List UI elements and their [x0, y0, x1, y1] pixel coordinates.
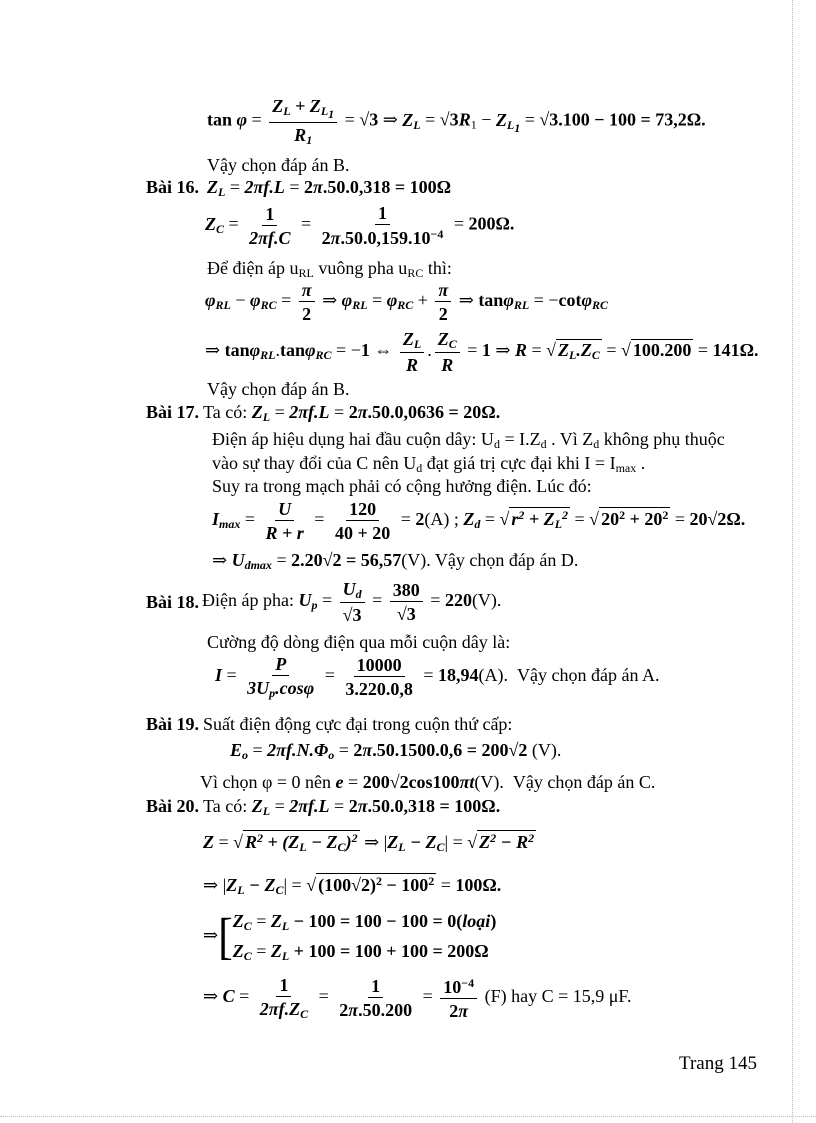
b15-equation: tan φ = $\frac{Z_L + Z_{L_1}}{R_1}$ = √3 ⇒ $Z_L = √3R_1 - Z_{L_1} = √3.100 - 100 = 73,2\Omega$.	[207, 96, 706, 147]
b17-text2: vào sự thay đổi của C nên $U_d$ đạt giá trị cực đại khi $I = I_{max}$ .	[212, 453, 646, 475]
b19-eq2: Vì chọn φ = 0 nên e = 200√2cos100πt(V). Vậy chọn đáp án C.	[200, 772, 656, 792]
b18-text1: Cường độ dòng điện qua mỗi cuộn dây là:	[207, 632, 511, 652]
b17-text3: Suy ra trong mạch phải có cộng hưởng điện. Lúc đó:	[212, 476, 592, 496]
b17-eq2: $I_{max}$ = $\frac{U}{R + r}$ = $\frac{120}{40 + 20}$ = 2(A) ; $Z_d$ = √ $r^2 + Z_L^2$ = √ $20^2 + 20^2 = 20√2\Omega$.	[212, 499, 746, 543]
b15-answer: Vậy chọn đáp án B.	[207, 155, 350, 175]
b20-eq5: ⇒ C = $\frac{1}{2\pi f.Z_C}$ = $\frac{1}{2\pi.50.200}$ = $\frac{10^{-4}}{2\pi}$ (F) hay C = 15,9 μF.	[203, 975, 632, 1021]
b18-eq1: Điện áp pha: $U_p$ = $\frac{U_d}{√3}$ = $\frac{380}{√3}$ = 220(V).	[202, 579, 502, 625]
b20-eq2: Z = √ $R^2 + (Z_L - Z_C)^2$ ⇒ $|Z_L - Z_C|$ = √ $Z^2 - R^2$	[203, 831, 535, 854]
b17-text1: Điện áp hiệu dụng hai đầu cuộn dây: $U_d = I.Z_d$ . Vì $Z_d$ không phụ thuộc	[212, 429, 725, 451]
b20-eq4: ⇒[ $Z_C = Z_L - 100 = 100 - 100$ = 0(loại) $Z_C = Z_L + 100 = 100 + 100 = 200\Omega$	[203, 908, 497, 965]
b17-label: Bài 17.	[146, 402, 200, 422]
b16-text1: Để điện áp $u_{RL}$ vuông pha $u_{RC}$ thì:	[207, 258, 452, 280]
b16-eq1: $Z_L = 2\pi f.L = 2\pi.50.0,318 = 100\Omega$	[207, 177, 451, 199]
b18-label: Bài 18.	[146, 592, 200, 612]
page-edge-bottom	[0, 1116, 816, 1117]
b18-eq2: I = $\frac{P}{3U_p.\cos\varphi}$ = $\frac{10000}{3.220.0,8}$ = 18,94(A). Vậy chọn đáp án A.	[215, 654, 660, 700]
b16-label: Bài 16.	[146, 177, 200, 197]
b16-eq3: $\varphi_{RL} - \varphi_{RC}$ = $\frac{\pi}{2}$ ⇒ $\varphi_{RL} = \varphi_{RC}$ + $\frac{\pi}{2}$ ⇒ tanφ$_{RL}$ = −cotφ$_{RC}$	[205, 280, 609, 324]
b20-eq1: Ta có: $Z_L = 2\pi f.L = 2\pi.50.0,318 = 100\Omega$.	[203, 796, 501, 818]
b19-label: Bài 19.	[146, 714, 200, 734]
b16-eq4: ⇒ tanφ$_{RL}$.tanφ$_{RC}$ = −1 ⇔ $\frac{Z_L}{R}$ . $\frac{Z_C}{R}$ = 1 ⇒ R = √ $Z_L.Z_C$ = √ 100.200 = 141Ω.	[205, 329, 759, 375]
b16-eq2: $Z_C$ = $\frac{1}{2\pi f.C}$ = $\frac{1}{2\pi.50.0,159.10^{-4}}$ = 200Ω.	[205, 203, 515, 248]
b20-label: Bài 20.	[146, 796, 200, 816]
b16-answer: Vậy chọn đáp án B.	[207, 379, 350, 399]
b19-intro: Suất điện động cực đại trong cuộn thứ cấp:	[203, 714, 513, 734]
page-number: Trang 145	[679, 1053, 757, 1074]
b19-eq1: $E_o = 2\pi f.N.\Phi_o = 2\pi.50.1500.0,6 = 200√2$ (V).	[230, 740, 562, 762]
b20-eq3: ⇒ $|Z_L - Z_C|$ = √ $(100√2)^2 - 100^2 = 100\Omega$.	[203, 874, 502, 897]
b17-eq1: Ta có: $Z_L = 2\pi f.L = 2\pi.50.0,0636 = 20\Omega$.	[203, 402, 501, 424]
page-edge-right	[792, 0, 793, 1123]
b17-eq3: ⇒ $U_{dmax} = 2.20√2 = 56,57(V)$. Vậy chọn đáp án D.	[212, 550, 579, 572]
